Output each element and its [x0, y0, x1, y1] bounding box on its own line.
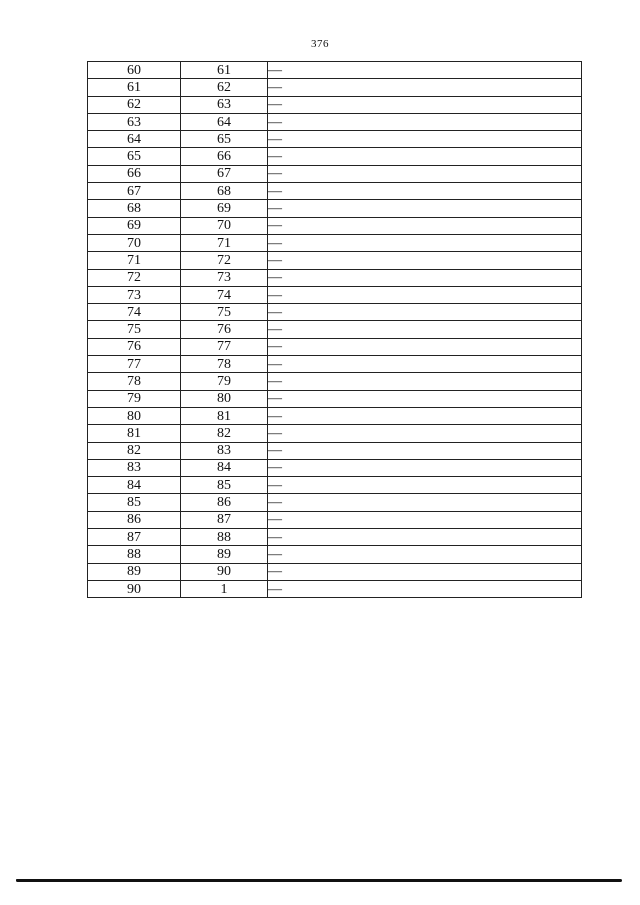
- cell-note: —: [268, 269, 582, 286]
- table-row: [88, 425, 582, 442]
- cell-from: 88: [88, 546, 181, 563]
- table-row: [88, 477, 582, 494]
- table-row: [88, 373, 582, 390]
- cell-from: 85: [88, 494, 181, 511]
- cell-to: 79: [181, 373, 268, 390]
- table-row: [88, 356, 582, 373]
- cell-note: —: [268, 563, 582, 580]
- cell-to: 84: [181, 459, 268, 476]
- table-row: [88, 286, 582, 303]
- cell-note: —: [268, 131, 582, 148]
- table-row: [88, 442, 582, 459]
- cell-note: —: [268, 165, 582, 182]
- cell-from: 73: [88, 286, 181, 303]
- cell-note: —: [268, 425, 582, 442]
- cell-to: 68: [181, 183, 268, 200]
- cell-to: 62: [181, 79, 268, 96]
- cell-note: —: [268, 529, 582, 546]
- table-row: [88, 321, 582, 338]
- table-row: [88, 546, 582, 563]
- cell-from: 77: [88, 356, 181, 373]
- cell-from: 75: [88, 321, 181, 338]
- cell-note: —: [268, 96, 582, 113]
- cell-note: —: [268, 494, 582, 511]
- cell-to: 1: [181, 580, 268, 597]
- cell-to: 69: [181, 200, 268, 217]
- cell-to: 65: [181, 131, 268, 148]
- table-row: [88, 131, 582, 148]
- cell-note: —: [268, 252, 582, 269]
- cell-note: —: [268, 217, 582, 234]
- cell-note: —: [268, 356, 582, 373]
- table-row: [88, 390, 582, 407]
- cell-to: 61: [181, 62, 268, 79]
- cell-to: 82: [181, 425, 268, 442]
- bottom-rule: [16, 879, 622, 882]
- cell-to: 73: [181, 269, 268, 286]
- cell-note: —: [268, 407, 582, 424]
- cell-from: 62: [88, 96, 181, 113]
- cell-note: —: [268, 234, 582, 251]
- cell-to: 90: [181, 563, 268, 580]
- table-row: [88, 338, 582, 355]
- table-row: [88, 407, 582, 424]
- cell-from: 67: [88, 183, 181, 200]
- cell-from: 63: [88, 113, 181, 130]
- cell-note: —: [268, 511, 582, 528]
- cell-to: 86: [181, 494, 268, 511]
- cell-from: 87: [88, 529, 181, 546]
- cell-from: 80: [88, 407, 181, 424]
- cell-from: 69: [88, 217, 181, 234]
- cell-from: 86: [88, 511, 181, 528]
- cell-note: —: [268, 183, 582, 200]
- cell-to: 78: [181, 356, 268, 373]
- table-row: [88, 165, 582, 182]
- cell-from: 90: [88, 580, 181, 597]
- cell-from: 70: [88, 234, 181, 251]
- table-row: [88, 494, 582, 511]
- table-row: [88, 113, 582, 130]
- table-row: [88, 459, 582, 476]
- cell-note: —: [268, 321, 582, 338]
- cell-from: 72: [88, 269, 181, 286]
- table-body: [88, 62, 582, 598]
- table-row: [88, 252, 582, 269]
- cell-to: 83: [181, 442, 268, 459]
- table-row: [88, 511, 582, 528]
- table-row: [88, 148, 582, 165]
- cell-to: 64: [181, 113, 268, 130]
- table-row: [88, 304, 582, 321]
- cell-note: —: [268, 62, 582, 79]
- cell-note: —: [268, 477, 582, 494]
- cell-from: 61: [88, 79, 181, 96]
- cell-to: 71: [181, 234, 268, 251]
- cell-from: 66: [88, 165, 181, 182]
- cell-note: —: [268, 580, 582, 597]
- cell-from: 81: [88, 425, 181, 442]
- cell-to: 66: [181, 148, 268, 165]
- cell-to: 85: [181, 477, 268, 494]
- cell-to: 75: [181, 304, 268, 321]
- cell-from: 79: [88, 390, 181, 407]
- cell-to: 70: [181, 217, 268, 234]
- table-row: [88, 62, 582, 79]
- cell-from: 82: [88, 442, 181, 459]
- cell-from: 60: [88, 62, 181, 79]
- cell-from: 74: [88, 304, 181, 321]
- cell-to: 74: [181, 286, 268, 303]
- cell-note: —: [268, 459, 582, 476]
- cell-from: 64: [88, 131, 181, 148]
- cell-to: 89: [181, 546, 268, 563]
- page-number: 376: [311, 38, 329, 50]
- table-row: [88, 79, 582, 96]
- data-table: [87, 61, 582, 598]
- cell-from: 76: [88, 338, 181, 355]
- cell-from: 68: [88, 200, 181, 217]
- cell-to: 77: [181, 338, 268, 355]
- cell-to: 81: [181, 407, 268, 424]
- cell-note: —: [268, 286, 582, 303]
- cell-from: 83: [88, 459, 181, 476]
- cell-from: 84: [88, 477, 181, 494]
- cell-to: 72: [181, 252, 268, 269]
- cell-to: 67: [181, 165, 268, 182]
- cell-from: 71: [88, 252, 181, 269]
- table-row: [88, 217, 582, 234]
- cell-from: 89: [88, 563, 181, 580]
- table-row: [88, 183, 582, 200]
- cell-note: —: [268, 338, 582, 355]
- cell-note: —: [268, 546, 582, 563]
- cell-note: —: [268, 390, 582, 407]
- cell-note: —: [268, 304, 582, 321]
- cell-to: 88: [181, 529, 268, 546]
- cell-from: 78: [88, 373, 181, 390]
- cell-note: —: [268, 373, 582, 390]
- cell-note: —: [268, 148, 582, 165]
- cell-to: 76: [181, 321, 268, 338]
- cell-note: —: [268, 79, 582, 96]
- cell-to: 80: [181, 390, 268, 407]
- table-row: [88, 580, 582, 597]
- cell-note: —: [268, 442, 582, 459]
- cell-note: —: [268, 200, 582, 217]
- table-row: [88, 563, 582, 580]
- table-row: [88, 529, 582, 546]
- cell-from: 65: [88, 148, 181, 165]
- table-row: [88, 269, 582, 286]
- table-row: [88, 234, 582, 251]
- table-row: [88, 200, 582, 217]
- cell-note: —: [268, 113, 582, 130]
- cell-to: 87: [181, 511, 268, 528]
- table-row: [88, 96, 582, 113]
- cell-to: 63: [181, 96, 268, 113]
